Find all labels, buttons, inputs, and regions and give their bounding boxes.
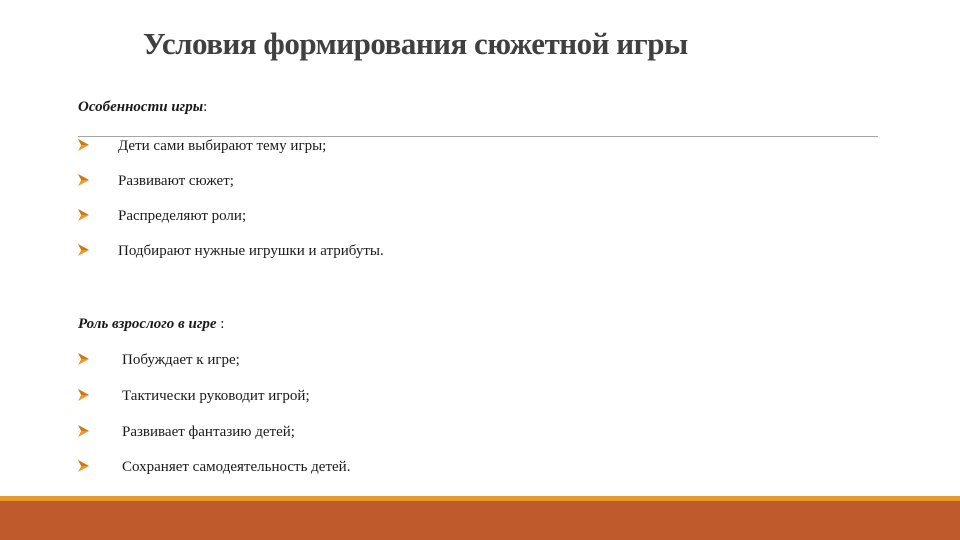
- section-heading-text: Особенности игры: [78, 99, 204, 115]
- arrow-bullet-icon: [78, 174, 89, 186]
- arrow-bullet-icon: [78, 353, 89, 365]
- section-heading-text: Роль взрослого в игре: [78, 316, 217, 332]
- arrow-bullet-icon: [78, 425, 89, 437]
- section-heading-colon: :: [216, 316, 225, 332]
- arrow-bullet-icon: [78, 139, 89, 151]
- list-item-text: Побуждает к игре;: [122, 352, 240, 368]
- footer-bar: [0, 501, 960, 540]
- list-item-text: Дети сами выбирают тему игры;: [118, 138, 327, 154]
- list-item-text: Подбирают нужные игрушки и атрибуты.: [118, 243, 384, 259]
- arrow-bullet-icon: [78, 209, 89, 221]
- list-item-text: Развивает фантазию детей;: [122, 424, 295, 440]
- list-item-text: Развивают сюжет;: [118, 173, 234, 189]
- list-item-text: Сохраняет самодеятельность детей.: [122, 459, 351, 475]
- slide-title: Условия формирования сюжетной игры: [143, 26, 688, 61]
- arrow-bullet-icon: [78, 244, 89, 256]
- list-item-text: Распределяют роли;: [118, 208, 247, 224]
- section-heading-game-features: [78, 98, 207, 116]
- section-heading-adult-role: [78, 315, 224, 333]
- arrow-bullet-icon: [78, 460, 89, 472]
- section-heading-colon: :: [203, 99, 208, 115]
- arrow-bullet-icon: [78, 389, 89, 401]
- list-item-text: Тактически руководит игрой;: [122, 388, 310, 404]
